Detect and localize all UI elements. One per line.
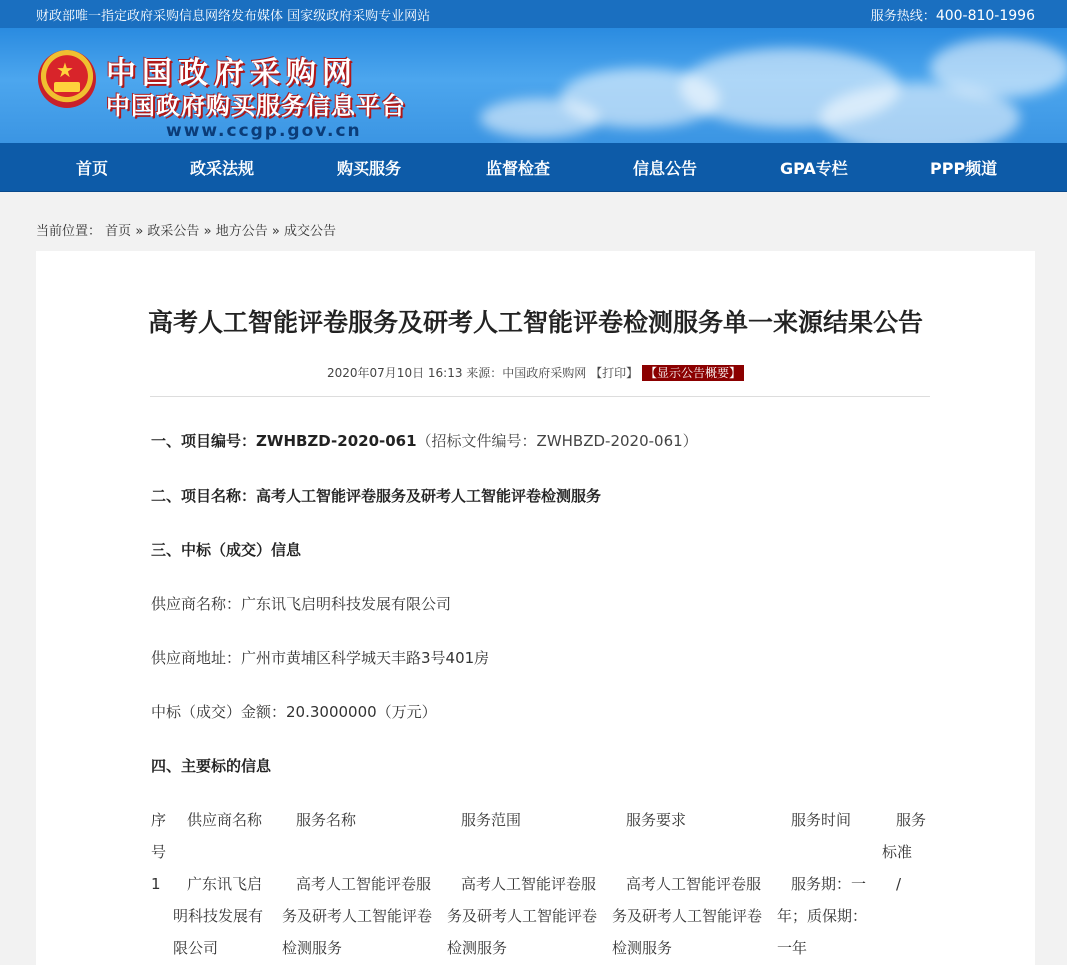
section-award-info: 三、中标（成交）信息: [151, 541, 302, 559]
site-subtitle: 中国政府购买服务信息平台: [106, 92, 406, 120]
col-header-standard: 标准: [882, 843, 913, 861]
table-cell-supplier: 限公司: [173, 939, 219, 957]
table-cell-service: 高考人工智能评卷服: [296, 875, 432, 893]
top-bar: [0, 0, 1067, 28]
meta-date: 2020年07月10日 16:13 来源：: [327, 366, 503, 380]
breadcrumb-gov-announce[interactable]: 政采公告: [147, 224, 200, 239]
meta-source: 中国政府采购网: [502, 366, 587, 380]
site-slogan: 财政部唯一指定政府采购信息网络发布媒体 国家级政府采购专业网站: [36, 8, 431, 24]
breadcrumb-deal-announce[interactable]: 成交公告: [283, 224, 336, 239]
section-project-number: [151, 430, 698, 451]
site-title[interactable]: 中国政府采购网: [106, 56, 358, 91]
show-overview-button[interactable]: 【显示公告概要】: [642, 365, 744, 381]
col-header-service: 服务名称: [296, 811, 357, 829]
breadcrumb-sep: »: [135, 224, 144, 239]
table-cell-scope: 高考人工智能评卷服: [461, 875, 597, 893]
nav-announcements[interactable]: 信息公告: [633, 158, 698, 178]
table-cell-requirement: 务及研考人工智能评卷: [612, 907, 763, 925]
table-cell-time: 服务期：一: [791, 875, 867, 893]
breadcrumb: [36, 220, 336, 239]
col-header-time: 服务时间: [791, 811, 852, 829]
nav-home[interactable]: 首页: [76, 158, 109, 178]
table-cell-requirement: 高考人工智能评卷服: [626, 875, 762, 893]
award-amount: 中标（成交）金额：20.3000000（万元）: [151, 703, 437, 721]
main-nav: [0, 143, 1067, 192]
site-banner: [0, 28, 1067, 143]
breadcrumb-sep: »: [203, 224, 212, 239]
site-url: www.ccgp.gov.cn: [166, 121, 362, 141]
col-header-scope: 服务范围: [461, 811, 522, 829]
table-cell-time: 年；质保期：: [777, 907, 868, 925]
project-name-value: 高考人工智能评卷服务及研考人工智能评卷检测服务: [256, 487, 602, 505]
national-emblem-icon[interactable]: ★: [38, 50, 96, 108]
section-main-items: 四、主要标的信息: [151, 757, 272, 775]
article-meta: [36, 364, 1035, 381]
table-cell-supplier: 明科技发展有: [173, 907, 264, 925]
nav-purchase-services[interactable]: 购买服务: [337, 158, 402, 178]
table-cell-standard: /: [896, 875, 902, 893]
table-cell-requirement: 检测服务: [612, 939, 673, 957]
nav-supervision[interactable]: 监督检查: [486, 158, 551, 178]
col-header-seq: 序: [151, 811, 167, 829]
col-header-seq: 号: [151, 843, 167, 861]
table-cell-scope: 务及研考人工智能评卷: [447, 907, 598, 925]
project-number-label: 一、项目编号：: [151, 432, 257, 450]
table-cell-supplier: 广东讯飞启: [187, 875, 263, 893]
breadcrumb-label: 当前位置：: [36, 224, 102, 239]
hotline-number: 400-810-1996: [935, 7, 1035, 24]
project-number-note: （招标文件编号：ZWHBZD-2020-061）: [416, 432, 698, 450]
nav-ppp[interactable]: PPP频道: [930, 158, 998, 178]
supplier-name: 供应商名称：广东讯飞启明科技发展有限公司: [151, 595, 452, 613]
col-header-supplier: 供应商名称: [187, 811, 263, 829]
table-cell-service: 务及研考人工智能评卷: [282, 907, 433, 925]
breadcrumb-home[interactable]: 首页: [105, 224, 132, 239]
breadcrumb-sep: »: [271, 224, 280, 239]
col-header-requirement: 服务要求: [626, 811, 687, 829]
project-name-label: 二、项目名称：: [151, 487, 257, 505]
breadcrumb-local-announce[interactable]: 地方公告: [215, 224, 268, 239]
table-cell-seq: 1: [151, 875, 161, 893]
project-number-value: ZWHBZD-2020-061: [256, 432, 417, 450]
nav-regulations[interactable]: 政采法规: [190, 158, 255, 178]
article-title: 高考人工智能评卷服务及研考人工智能评卷检测服务单一来源结果公告: [147, 308, 923, 337]
section-project-name: [151, 485, 601, 506]
col-header-standard: 服务: [896, 811, 927, 829]
table-cell-time: 一年: [777, 939, 808, 957]
supplier-address: 供应商地址：广州市黄埔区科学城天丰路3号401房: [151, 649, 490, 667]
print-link[interactable]: 【打印】: [590, 366, 639, 380]
table-cell-scope: 检测服务: [447, 939, 508, 957]
table-cell-service: 检测服务: [282, 939, 343, 957]
nav-gpa[interactable]: GPA专栏: [780, 158, 848, 178]
hotline: [871, 5, 1035, 24]
divider: [150, 396, 930, 397]
hotline-label: 服务热线：: [870, 8, 936, 24]
